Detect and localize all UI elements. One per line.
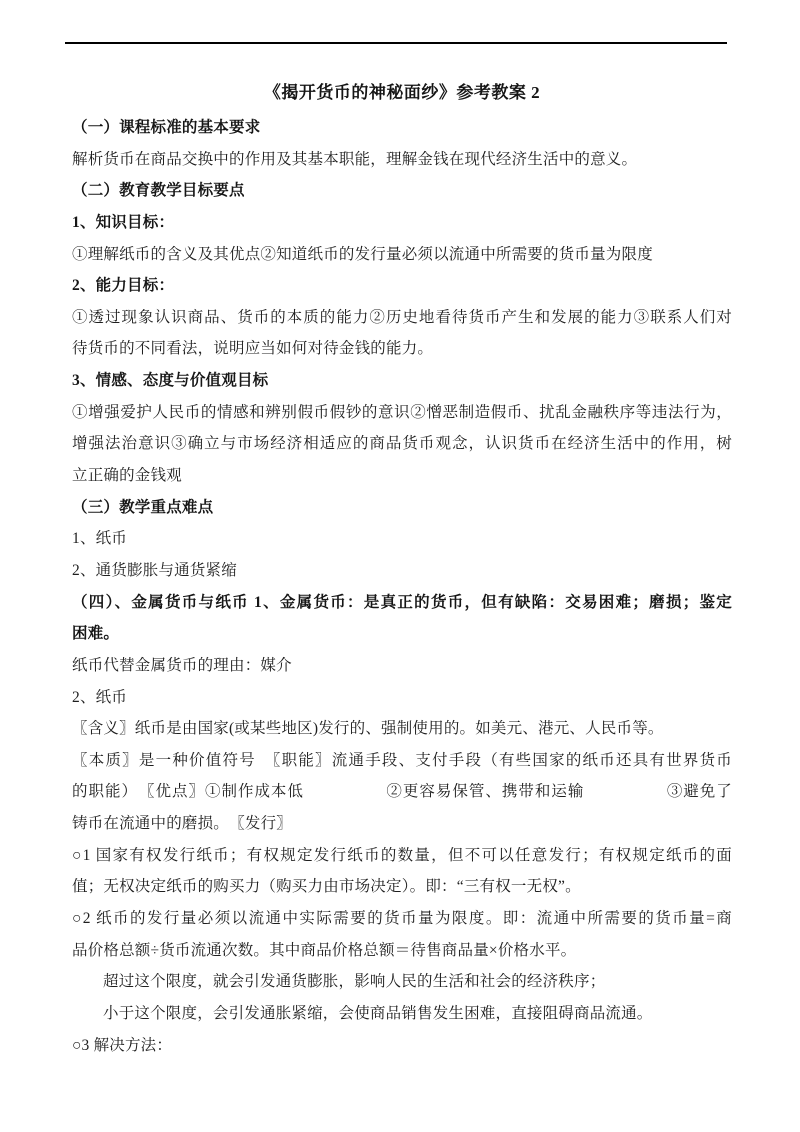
section-heading-2: （二）教育教学目标要点 [72, 182, 245, 200]
list-item: 2、通货膨胀与通货紧缩 [72, 561, 237, 579]
section-heading-1: （一）课程标准的基本要求 [72, 119, 261, 136]
text-line: 解析货币在商品交换中的作用及其基本职能，理解金钱在现代经济生活中的意义。 [72, 150, 638, 168]
document-title: 《揭开货币的神秘面纱》参考教案 2 [263, 83, 541, 102]
divider-line [65, 42, 727, 44]
text-line: 的职能） 〖优点〗①制作成本低 ②更容易保管、携带和运输 ③避免了 [72, 783, 732, 801]
section-heading-4-cont: 困难。 [72, 625, 120, 643]
text-line: ①理解纸币的含义及其优点②知道纸币的发行量必须以流通中所需要的货币量为限度 [72, 245, 653, 263]
section-heading-4: （四）、金属货币与纸币 1、金属货币：是真正的货币，但有缺陷：交易困难；磨损；鉴定 [72, 593, 732, 611]
text-line: 〖含义〗纸币是由国家(或某些地区)发行的、强制使用的。如美元、港元、人民币等。 [72, 720, 664, 738]
text-line: 待货币的不同看法，说明应当如何对待金钱的能力。 [72, 340, 434, 358]
subheading-values-goal: 3、情感、态度与价值观目标 [72, 372, 269, 390]
text-line: 值；无权决定纸币的购买力（购买力由市场决定）。即：“三有权一无权”。 [72, 878, 581, 896]
text-line: 立正确的金钱观 [72, 467, 182, 485]
list-item: 1、纸币 [72, 530, 128, 548]
text-line: ○3 解决方法： [72, 1036, 173, 1054]
text-line: ①透过现象认识商品、货币的本质的能力②历史地看待货币产生和发展的能力③联系人们对 [72, 308, 732, 326]
document-body [72, 74, 732, 1061]
text-line: ○2 纸币的发行量必须以流通中实际需要的货币量为限度。即：流通中所需要的货币量=商 [72, 910, 732, 928]
section-heading-3: （三）教学重点难点 [72, 498, 214, 516]
subheading-ability-goal: 2、能力目标： [72, 277, 175, 295]
text-line: 超过这个限度，就会引发通货膨胀，影响人民的生活和社会的经济秩序； [103, 973, 606, 991]
text-line: 小于这个限度，会引发通胀紧缩，会使商品销售发生困难，直接阻碍商品流通。 [103, 1004, 653, 1022]
text-line: 2、纸币 [72, 688, 128, 706]
text-line: 铸币在流通中的磨损。 〖发行〗 [72, 815, 293, 833]
subheading-knowledge-goal: 1、知识目标： [72, 213, 175, 231]
text-line: ①增强爱护人民币的情感和辨别假币假钞的意识②憎恶制造假币、扰乱金融秩序等违法行为， [72, 403, 732, 421]
text-line: 纸币代替金属货币的理由：媒介 [72, 656, 292, 674]
text-line: ○1 国家有权发行纸币；有权规定发行纸币的数量，但不可以任意发行；有权规定纸币的面 [72, 846, 732, 864]
text-line: 品价格总额÷货币流通次数。其中商品价格总额＝待售商品量×价格水平。 [72, 941, 577, 959]
text-line: 〖本质〗是一种价值符号 〖职能〗流通手段、支付手段（有些国家的纸币还具有世界货币 [72, 751, 732, 769]
text-line: 增强法治意识③确立与市场经济相适应的商品货币观念，认识货币在经济生活中的作用，树 [72, 435, 732, 453]
